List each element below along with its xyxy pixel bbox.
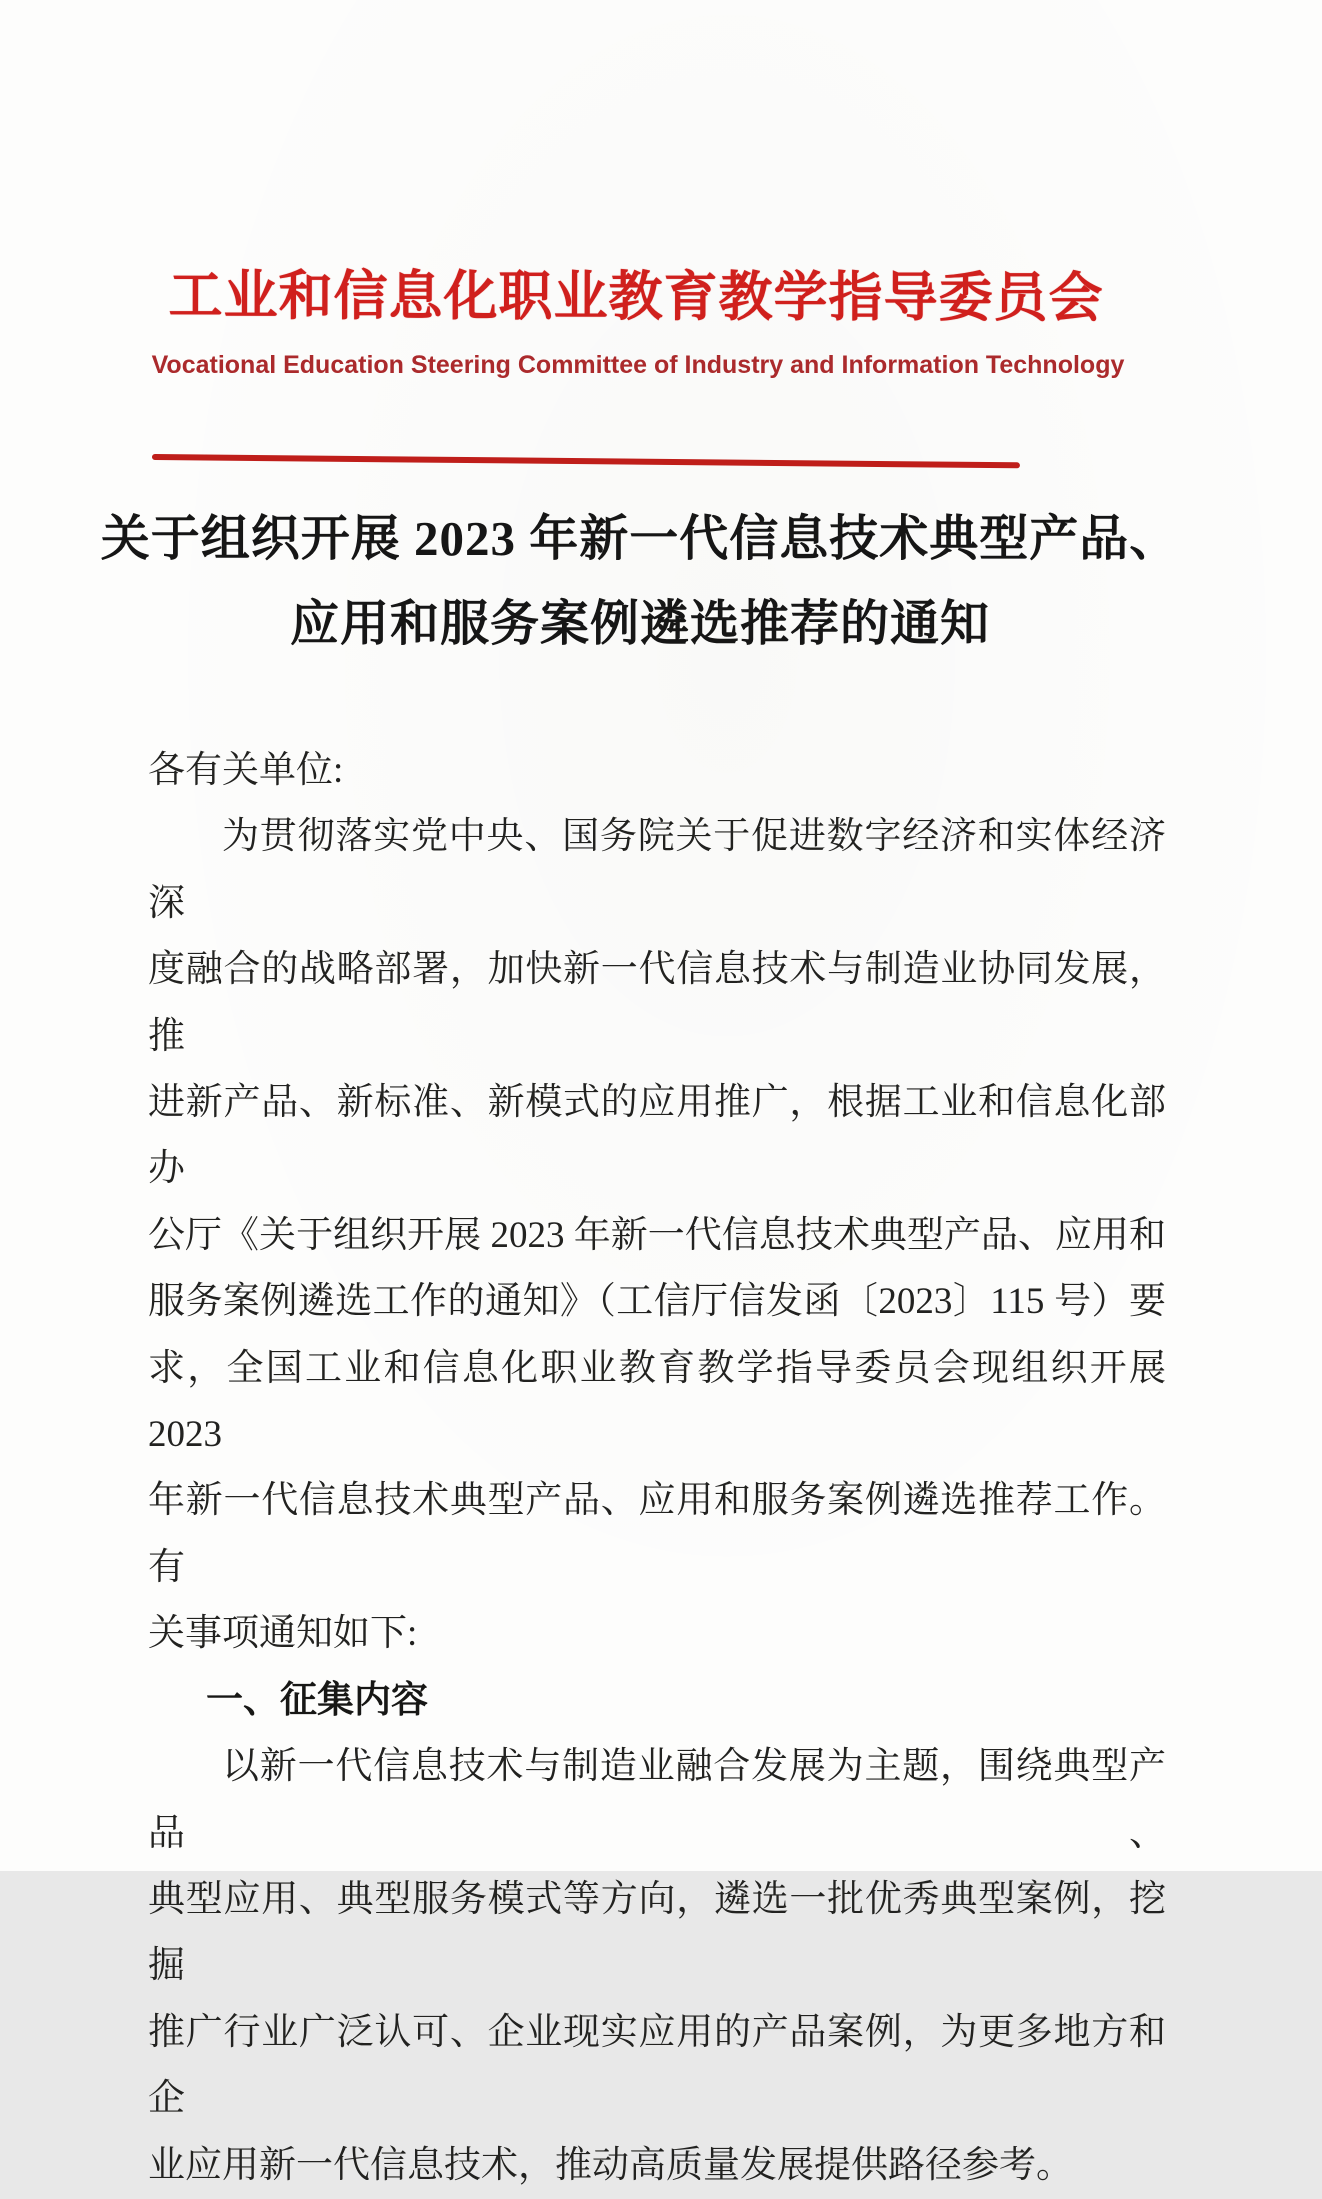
body-line: 以新一代信息技术与制造业融合发展为主题，围绕典型产品、	[148, 1746, 1166, 1854]
document-title-line-1: 关于组织开展 2023 年新一代信息技术典型产品、	[100, 511, 1180, 566]
body-line: 求，全国工业和信息化职业教育教学指导委员会现组织开展 2023	[148, 1347, 1166, 1456]
document-body	[148, 738, 1166, 2199]
salutation: 各有关单位:	[148, 750, 344, 791]
body-line: 进新产品、新标准、新模式的应用推广，根据工业和信息化部办	[148, 1082, 1166, 1190]
body-line: 为贯彻落实党中央、国务院关于促进数字经济和实体经济深	[148, 816, 1166, 924]
body-line: 典型应用、典型服务模式等方向，遴选一批优秀典型案例，挖掘	[148, 1878, 1166, 1987]
body-line: 度融合的战略部署，加快新一代信息技术与制造业协同发展，推	[148, 949, 1166, 1057]
body-line: 年新一代信息技术典型产品、应用和服务案例遴选推荐工作。有	[148, 1480, 1166, 1588]
body-line: 公厅《关于组织开展 2023 年新一代信息技术典型产品、应用和	[148, 1214, 1166, 1256]
section-heading: 一、征集内容	[206, 1679, 428, 1721]
letterhead-title-english: Vocational Education Steering Committee of Industry and Information Technology	[151, 351, 1125, 379]
body-line: 业应用新一代信息技术，推动高质量发展提供路径参考。	[148, 2144, 1073, 2186]
letterhead-title-chinese: 工业和信息化职业教育教学指导委员会	[168, 265, 1104, 329]
body-line: 推广行业广泛认可、企业现实应用的产品案例，为更多地方和企	[148, 2011, 1166, 2120]
letterhead-divider-rule	[152, 454, 1020, 468]
body-line: 关事项通知如下:	[148, 1613, 418, 1655]
document-title-line-2: 应用和服务案例遴选推荐的通知	[289, 596, 990, 651]
body-line: 服务案例遴选工作的通知》（工信厅信发函〔2023〕115 号）要	[148, 1281, 1166, 1323]
document-title	[30, 496, 1250, 666]
